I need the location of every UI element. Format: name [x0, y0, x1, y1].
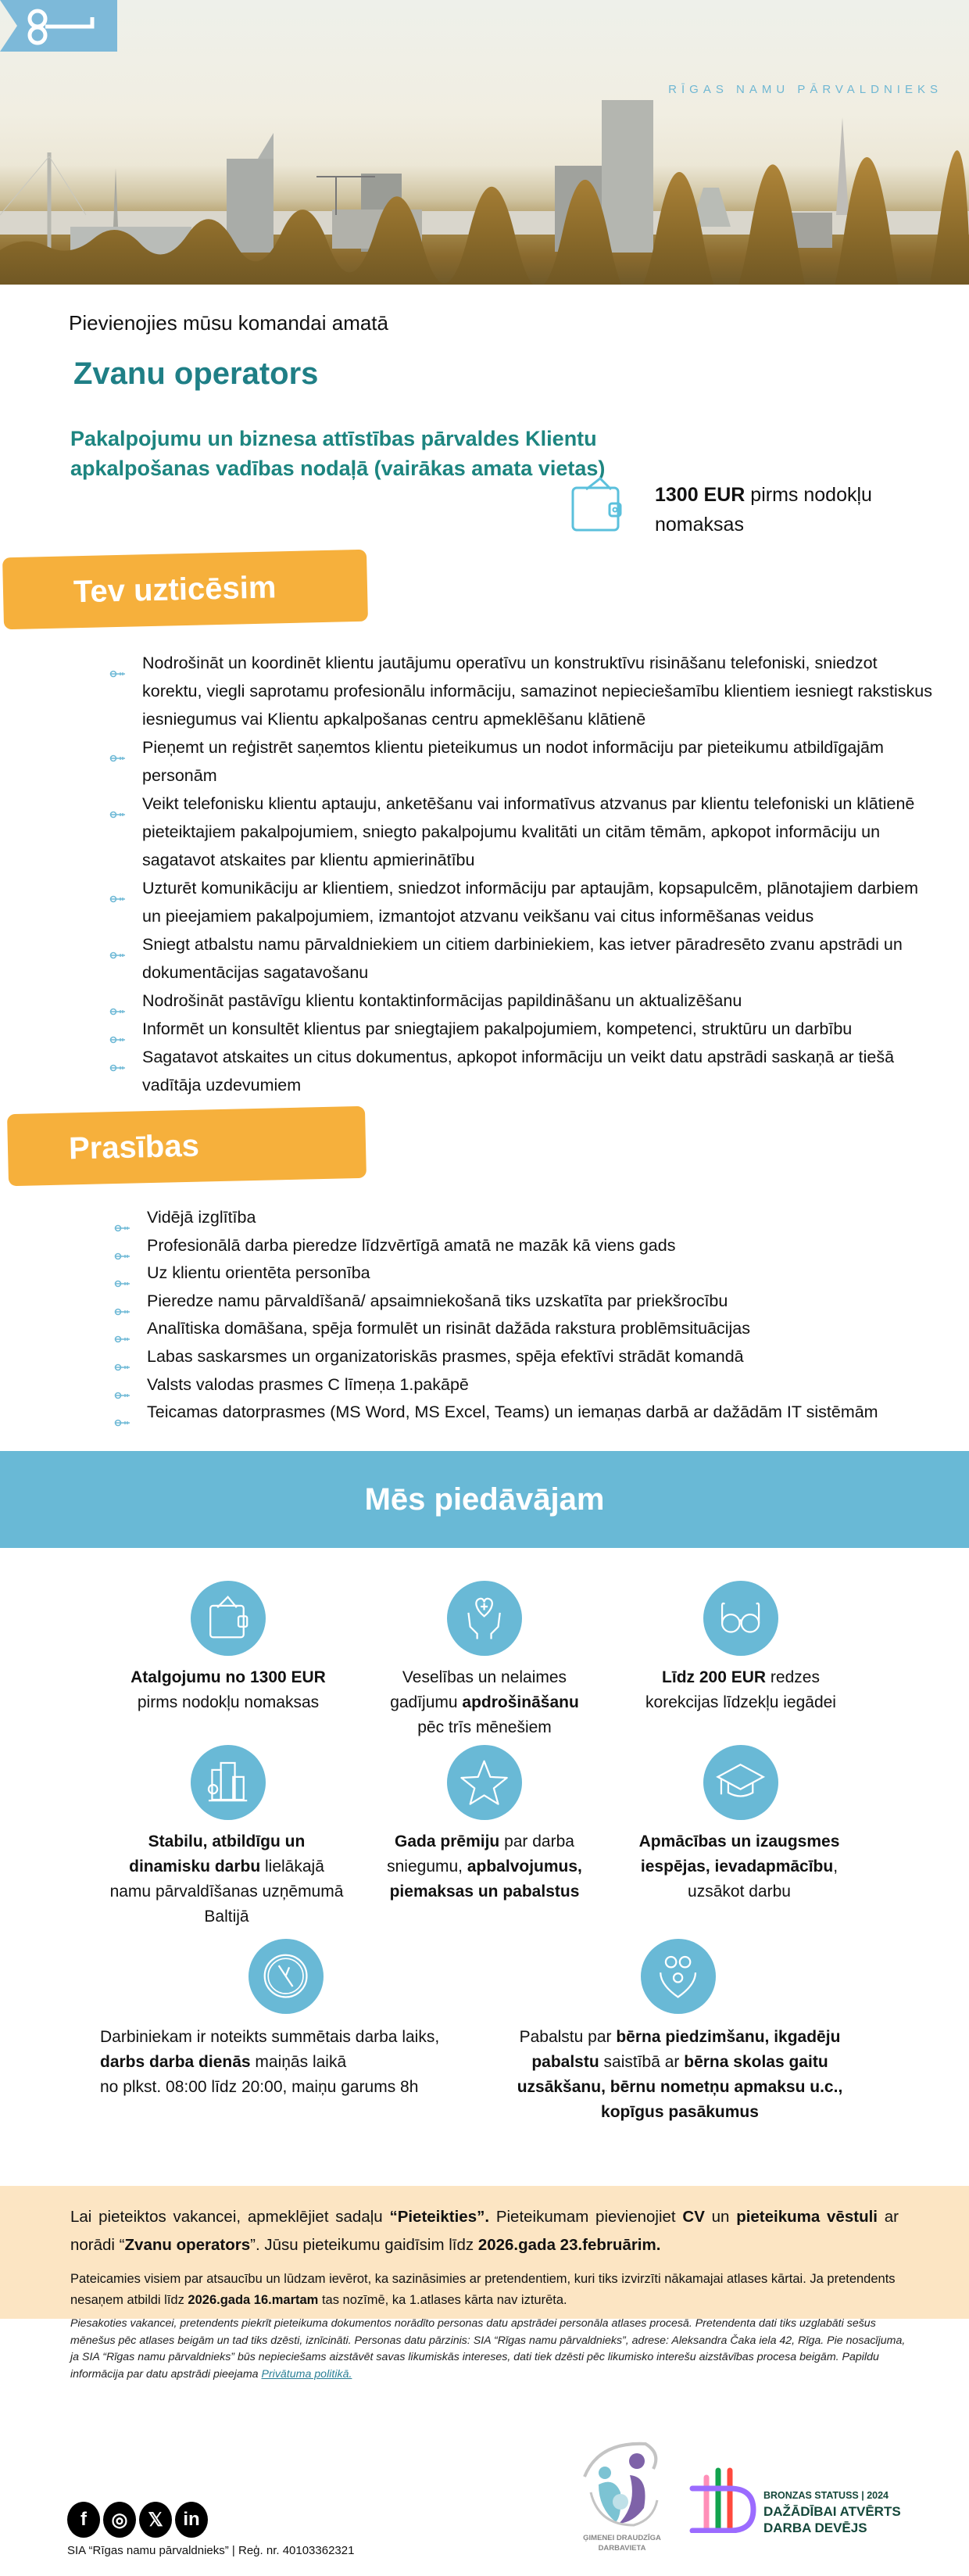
diversity-status: BRONZAS STATUSS | 2024 [763, 2490, 889, 2501]
list-item [109, 733, 938, 790]
benefit-training-bold: Apmācības un izaugsmes iespējas, ievadapmācību [638, 1833, 840, 1876]
apply-text-4: ar norādi “ [70, 2208, 899, 2254]
benefit-child-allowance-bold-2: bērna skolas gaitu uzsākšanu, bērnu nometņu apmaksu u.c., kopīgus pasākumus [517, 2053, 843, 2121]
benefit-stable-work-text: lielākajā namu pārvaldīšanas uzņēmumā Baltijā [109, 1858, 344, 1926]
privacy-policy-link[interactable]: Privātuma politikā. [261, 2367, 352, 2381]
apply-link-pieteikties[interactable]: “Pieteikties”. [389, 2208, 490, 2226]
city-buildings-icon [191, 1745, 266, 1820]
list-item-text: Sagatavot atskaites un citus dokumentus, apkopot informāciju un veikt datu apstrādi saskaņā ar tiešā vadītāja uzdevumiem [142, 1048, 895, 1095]
hero-banner-image [0, 0, 969, 285]
key-bullet-icon [109, 1053, 127, 1062]
section-title-requirements-label: Prasības [68, 1128, 200, 1166]
list-item-text: Analītiska domāšana, spēja formulēt un risināt dažāda rakstura problēmsituācijas [147, 1319, 751, 1338]
list-item [109, 930, 938, 987]
salary-note: pirms nodokļu nomaksas [655, 484, 872, 536]
list-item-text: Sniegt atbalstu namu pārvaldniekiem un citiem darbiniekiem, kas ietver pāradresēto zvanu apstrādi un dokumentācijas sagatavošanu [142, 935, 903, 982]
list-item-text: Nodrošināt un koordinēt klientu jautājumu operatīvu un konstruktīvu risināšanu telefoniski, sniedzot korektu, viegli saprotamu profesionālu informāciju, samazinot nepieciešamību klientiem iesniegt rakstiskus iesniegumus vai Klientu apkalpošanas centru apmeklēšanu klātienē [142, 654, 932, 729]
offer-section-banner [0, 1451, 969, 1548]
list-item [114, 1399, 942, 1427]
benefit-child-allowance-bold: bērna piedzimšanu, ikgadēju pabalstu [531, 2028, 841, 2071]
key-bullet-icon [114, 1353, 131, 1363]
key-bullet-icon [114, 1409, 131, 1418]
key-bullet-icon [109, 659, 127, 668]
list-item [109, 874, 938, 930]
benefit-child-allowance-text: Pabalstu par [519, 2028, 617, 2046]
requirements-list [114, 1204, 942, 1427]
privacy-text: Piesakoties vakancei, pretendents piekrīt pieteikuma dokumentos norādīto personas datu apstrādei personāla atlases procesā. Pretendenta dati tiks uzglabāti sešus mēnešus pēc atlases beigām un tad tiks dzēsti, iznīcināti. Personas datu pārzinis: SIA “Rīgas namu pārvaldnieks”, adrese: Aleksandra Čaka iela 42, Rīga. Pie nosacījuma, ja SIA “Rīgas namu pārvaldnieks” būs nepieciešams aizstāvēt savas likumiskās intereses, dati tiek dzēsti pēc likumisko interešu aizstāvības procesa beigām. Papildu informācija par datu apstrādi pieejama [70, 2317, 906, 2381]
family-friendly-logo-icon [575, 2438, 669, 2531]
health-hands-icon [447, 1581, 522, 1656]
list-item-text: Uzturēt komunikāciju ar klientiem, sniedzot informāciju par aptaujām, kopsapulcēm, plānotajiem darbiem un pieejamiem pakalpojumiem, izmantojot atzvanu veikšanu vai citus informēšanas veidus [142, 879, 919, 926]
list-item-text: Nodrošināt pastāvīgu klientu kontaktinformācijas papildināšanu un aktualizēšanu [142, 991, 742, 1010]
benefit-stable-work-bold: Stabilu, atbildīgu un dinamisku darbu [129, 1833, 306, 1876]
benefit-bonus-bold-2: apbalvojumus, piemaksas un pabalstus [389, 1858, 582, 1901]
list-item [114, 1259, 942, 1288]
company-info: SIA “Rīgas namu pārvaldnieks” | Reģ. nr. 40103362321 [67, 2544, 355, 2557]
apply-note-date: 2026.gada 16.martam [188, 2293, 319, 2307]
benefit-salary [117, 1665, 339, 1715]
list-item [114, 1204, 942, 1232]
diversity-title [763, 2503, 901, 2536]
benefit-insurance-text: Veselības un nelaimes gadījumu [390, 1668, 567, 1711]
department-heading: Pakalpojumu un biznesa attīstības pārvaldes Klientu apkalpošanas vadības nodaļā (vairākas amata vietas) [70, 427, 606, 480]
privacy-notice [70, 2316, 914, 2383]
benefit-glasses [625, 1665, 856, 1715]
graduation-cap-icon [703, 1745, 778, 1820]
benefit-working-hours-bold: darbs darba dienās [100, 2053, 251, 2071]
apply-deadline: 2026.gada 23.februārim. [477, 2236, 661, 2254]
family-friendly-logo-text: ĢIMENEI DRAUDZĪGA DARBAVIETA [583, 2534, 661, 2553]
apply-note-text-2: tas nozīmē, ka 1.atlases kārta nav izturēta. [318, 2293, 567, 2307]
benefit-working-hours-text-3: no plkst. 08:00 līdz 20:00, maiņu garums 8h [100, 2078, 419, 2096]
list-item [109, 1043, 938, 1099]
benefit-working-hours-text: Darbiniekam ir noteikts summētais darba laiks, [100, 2028, 440, 2046]
apply-note [70, 2269, 899, 2311]
key-bullet-icon [114, 1298, 131, 1307]
benefit-training [622, 1829, 856, 1904]
apply-text-1: Lai pieteiktos vakancei, apmeklējiet sadaļu [70, 2208, 390, 2226]
list-item-text: Pieredze namu pārvaldīšanā/ apsaimniekošanā tiks uzskatīta par priekšrocību [147, 1291, 728, 1310]
offer-section-title: Mēs piedāvājam [364, 1481, 605, 1517]
key-bullet-icon [109, 997, 127, 1006]
list-item-text: Teicamas datorprasmes (MS Word, MS Excel, Teams) un iemaņas darbā ar dažādām IT sistēmām [147, 1403, 878, 1422]
apply-info-box [0, 2186, 969, 2319]
benefit-glasses-bold: Līdz 200 EUR [662, 1668, 767, 1686]
list-item [114, 1343, 942, 1371]
benefit-child-allowance [500, 2025, 860, 2125]
benefit-salary-text: pirms nodokļu nomaksas [137, 1693, 320, 1711]
key-bullet-icon [109, 940, 127, 950]
clock-icon [249, 1939, 324, 2014]
apply-text-2: Pieteikumam pievienojiet [489, 2208, 683, 2226]
job-title: Zvanu operators [73, 356, 319, 391]
apply-text-5: ”. Jūsu pieteikumu gaidīsim līdz [250, 2236, 478, 2254]
section-title-requirements [7, 1106, 367, 1186]
list-item [114, 1371, 942, 1399]
benefit-insurance-text-2: pēc trīs mēnešiem [417, 1718, 552, 1736]
facebook-icon[interactable]: f [67, 2502, 100, 2538]
list-item [109, 790, 938, 874]
linkedin-icon[interactable]: in [175, 2502, 208, 2538]
key-bullet-icon [109, 884, 127, 894]
list-item-text: Vidējā izglītība [147, 1208, 256, 1227]
key-bullet-icon [114, 1242, 131, 1252]
list-item [114, 1232, 942, 1260]
benefit-insurance [383, 1665, 586, 1740]
company-logo-key-icon [0, 0, 117, 52]
benefit-stable-work [109, 1829, 344, 1929]
benefit-child-allowance-text-2: saistībā ar [599, 2053, 685, 2071]
x-icon[interactable]: 𝕏 [139, 2502, 172, 2538]
list-item-text: Informēt un konsultēt klientus par sniegtajiem pakalpojumiem, kompetenci, struktūru un darbību [142, 1019, 853, 1038]
family-heart-icon [641, 1939, 716, 2014]
list-item-text: Uz klientu orientēta personība [147, 1263, 370, 1283]
key-bullet-icon [114, 1325, 131, 1335]
instagram-icon[interactable]: ◎ [103, 2502, 136, 2538]
benefit-salary-icon [191, 1581, 266, 1656]
list-item [114, 1288, 942, 1316]
key-bullet-icon [109, 743, 127, 753]
benefit-glasses-text: redzes korekcijas līdzekļu iegādei [645, 1668, 836, 1711]
list-item-text: Valsts valodas prasmes C līmeņa 1.pakāpē [147, 1374, 469, 1394]
benefit-bonus-text: par darba sniegumu, [387, 1833, 574, 1876]
apply-cover-letter: pieteikuma vēstuli [736, 2208, 878, 2226]
benefit-salary-bold: Atalgojumu no 1300 EUR [131, 1668, 326, 1686]
key-bullet-icon [109, 1025, 127, 1034]
diversity-title-line-2: DARBA DEVĒJS [763, 2520, 867, 2535]
diversity-title-line-1: DAŽĀDĪBAI ATVĒRTS [763, 2504, 901, 2519]
apply-cv: CV [682, 2208, 705, 2226]
list-item [114, 1315, 942, 1343]
star-icon [447, 1745, 522, 1820]
key-bullet-icon [114, 1381, 131, 1391]
diversity-logo-icon [689, 2467, 760, 2533]
duties-list [109, 649, 938, 1099]
list-item-text: Pieņemt un reģistrēt saņemtos klientu pieteikumus un nodot informāciju par pieteikumu atbildīgajām personām [142, 738, 884, 785]
list-item-text: Labas saskarsmes un organizatoriskās prasmes, spēja efektīvi strādāt komandā [147, 1346, 744, 1366]
section-title-duties-label: Tev uzticēsim [73, 569, 277, 609]
section-title-duties [2, 550, 368, 630]
list-item [109, 649, 938, 733]
list-item [109, 987, 938, 1015]
wallet-icon [570, 477, 625, 533]
company-logo-text: RĪGAS NAMU PĀRVALDNIEKS [668, 83, 942, 96]
join-team-label: Pievienojies mūsu komandai amatā [69, 311, 388, 335]
benefit-training-text: , uzsākot darbu [688, 1858, 838, 1901]
benefit-insurance-bold: apdrošināšanu [462, 1693, 579, 1711]
apply-reference: Zvanu operators [124, 2236, 251, 2254]
list-item [109, 1015, 938, 1043]
salary-summary [655, 480, 913, 539]
social-links [67, 2502, 208, 2538]
list-item-text: Profesionālā darba pieredze līdzvērtīgā amatā ne mazāk kā viens gads [147, 1235, 676, 1255]
key-bullet-icon [109, 800, 127, 809]
benefit-working-hours [100, 2025, 475, 2100]
apply-text-3: un [704, 2208, 737, 2226]
apply-note-text-1: Pateicamies visiem par atsaucību un lūdzam ievērot, ka sazināsimies ar pretendentiem, kuri tiks izvirzīti nākamajai atlases kārtai. Ja pretendents nesaņem atbildi līdz [70, 2272, 896, 2307]
key-bullet-icon [114, 1270, 131, 1279]
glasses-icon [703, 1581, 778, 1656]
benefit-bonus [375, 1829, 594, 1904]
apply-instructions [70, 2203, 899, 2259]
salary-amount: 1300 EUR [655, 484, 746, 506]
key-bullet-icon [114, 1214, 131, 1224]
benefit-bonus-bold: Gada prēmiju [395, 1833, 500, 1850]
city-skyline-illustration [0, 0, 969, 285]
benefit-working-hours-text-2: maiņās laikā [250, 2053, 347, 2071]
list-item-text: Veikt telefonisku klientu aptauju, anketēšanu vai informatīvus atzvanus par klientu telefoniski un klātienē pieteiktajiem pakalpojumiem, sniegto pakalpojumu kvalitāti un citām tēmām, apkopot informāciju un sagatavot atskaites par klientu apmierinātību [142, 794, 915, 869]
